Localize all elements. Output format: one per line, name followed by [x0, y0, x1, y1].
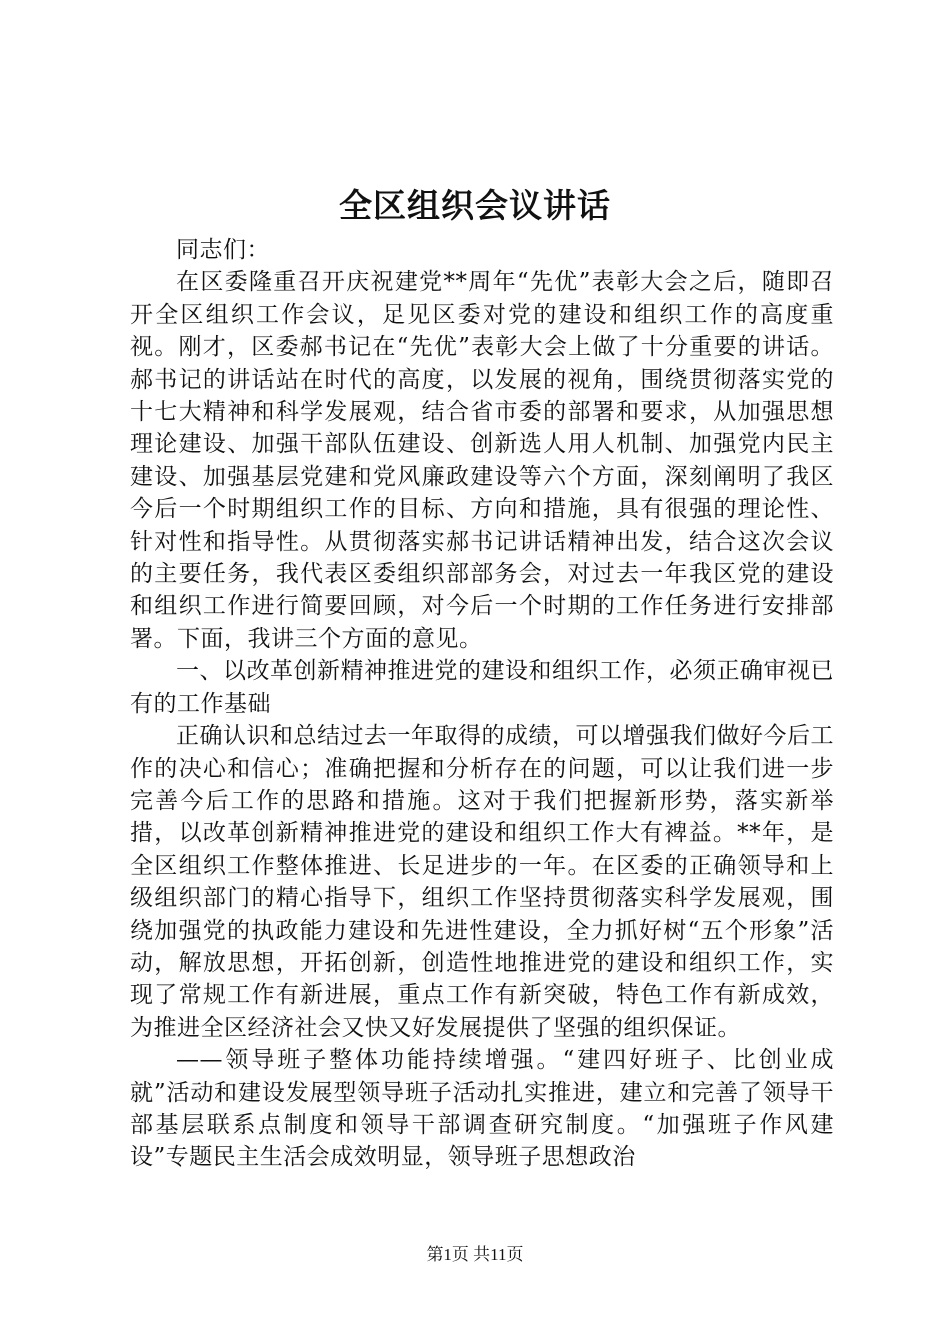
body-paragraph: ——领导班子整体功能持续增强。“建四好班子、比创业成就”活动和建设发展型领导班子活动扎实推进，建立和完善了领导干部基层联系点制度和领导干部调查研究制度。“加强班子作风建设”专题民主生活会成效明显，领导班子思想政治 — [130, 1047, 834, 1171]
section-heading: 一、以改革创新精神推进党的建设和组织工作，必须正确审视已有的工作基础 — [130, 658, 834, 717]
document-title: 全区组织会议讲话 — [339, 186, 611, 225]
body-paragraph: 正确认识和总结过去一年取得的成绩，可以增强我们做好今后工作的决心和信心；准确把握和分析存在的问题，可以让我们进一步完善今后工作的思路和措施。这对于我们把握新形势，落实新举措，以改革创新精神推进党的建设和组织工作大有裨益。**年，是全区组织工作整体推进、长足进步的一年。在区委的正确领导和上级组织部门的精心指导下，组织工作坚持贯彻落实科学发展观，围绕加强党的执政能力建设和先进性建设，全力抓好树“五个形象”活动，解放思想，开拓创新，创造性地推进党的建设和组织工作，实现了常规工作有新进展，重点工作有新突破，特色工作有新成效，为推进全区经济社会又快又好发展提供了坚强的组织保证。 — [130, 723, 834, 1041]
body-paragraph: 在区委隆重召开庆祝建党**周年“先优”表彰大会之后，随即召开全区组织工作会议，足见区委对党的建设和组织工作的高度重视。刚才，区委郝书记在“先优”表彰大会上做了十分重要的讲话。郝书记的讲话站在时代的高度，以发展的视角，围绕贯彻落实党的十七大精神和科学发展观，结合省市委的部署和要求，从加强思想理论建设、加强干部队伍建设、创新选人用人机制、加强党内民主建设、加强基层党建和党风廉政建设等六个方面，深刻阐明了我区今后一个时期组织工作的目标、方向和措施，具有很强的理论性、针对性和指导性。从贯彻落实郝书记讲话精神出发，结合这次会议的主要任务，我代表区委组织部部务会，对过去一年我区党的建设和组织工作进行简要回顾，对今后一个时期的工作任务进行安排部署。下面，我讲三个方面的意见。 — [130, 269, 834, 652]
document-body — [130, 234, 834, 1174]
salutation: 同志们： — [176, 237, 270, 263]
page-footer: 第1页 共11页 — [426, 1245, 524, 1264]
